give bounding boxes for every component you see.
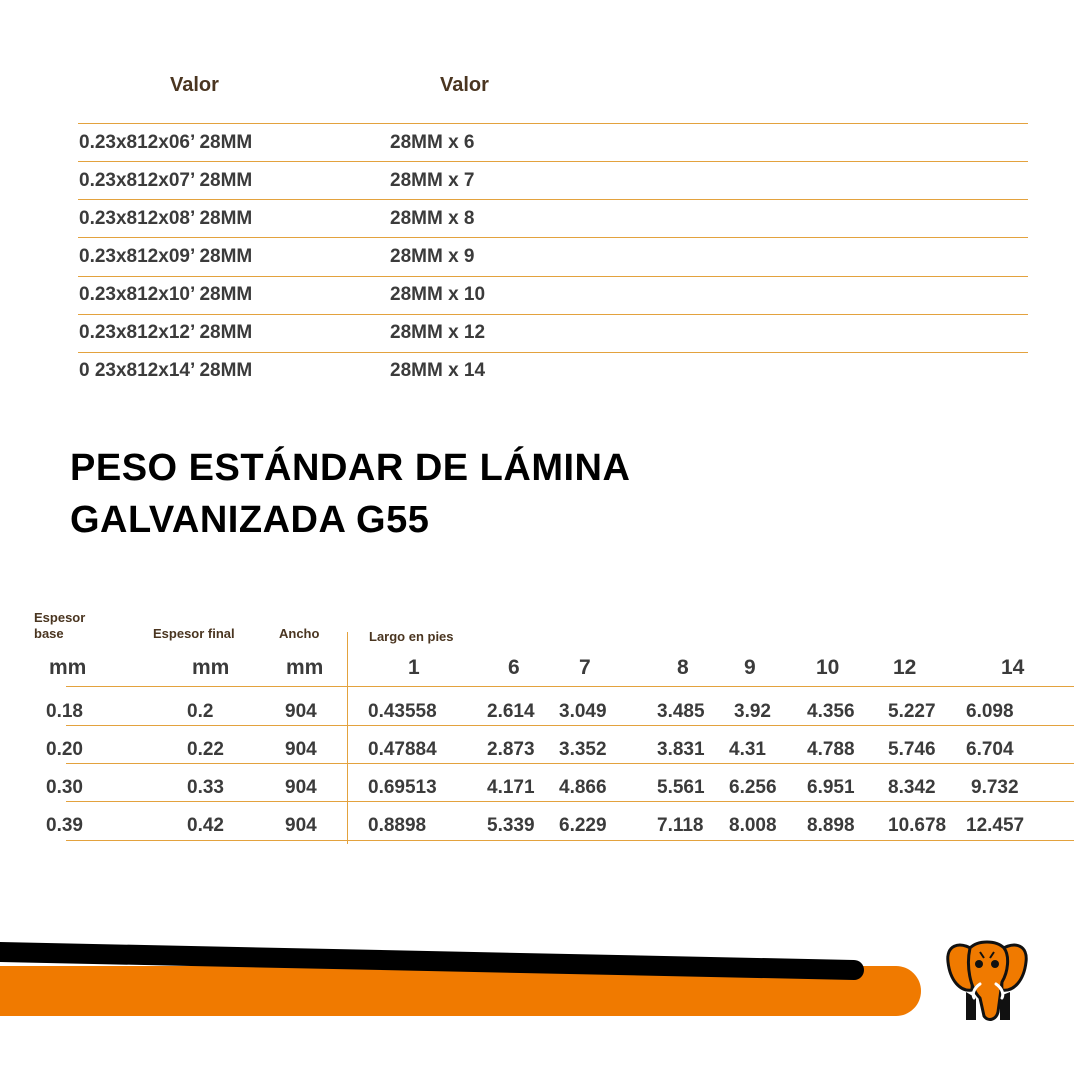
weight-cell: 8.898 xyxy=(807,815,855,836)
size-table-cell: 0.23x812x12’ 28MM xyxy=(79,322,253,343)
header-largo-en-pies: Largo en pies xyxy=(369,629,454,644)
table-divider xyxy=(66,725,1074,726)
size-table-header-valor-2: Valor xyxy=(440,74,489,96)
header-ancho: Ancho xyxy=(279,626,320,641)
weight-cell: 6.256 xyxy=(729,777,777,798)
weight-cell: 5.746 xyxy=(888,739,936,760)
header-espesor-base-line-1: Espesor xyxy=(34,610,86,625)
length-header: 7 xyxy=(579,656,591,679)
weight-cell: 12.457 xyxy=(966,815,1025,836)
weight-cell: 3.049 xyxy=(559,701,607,722)
weight-cell: 0.18 xyxy=(46,701,83,722)
size-table-cell: 28MM x 10 xyxy=(390,284,486,305)
weight-cell: 904 xyxy=(285,815,317,836)
length-header: 1 xyxy=(408,656,420,679)
weight-cell: 7.118 xyxy=(657,815,704,836)
table-divider xyxy=(66,840,1074,841)
weight-cell: 904 xyxy=(285,777,317,798)
size-table-cell: 0.23x812x06’ 28MM xyxy=(79,132,253,153)
header-espesor-base xyxy=(34,610,85,642)
table-divider xyxy=(66,763,1074,764)
weight-cell: 0.69513 xyxy=(368,777,437,798)
weight-cell: 4.31 xyxy=(729,739,766,760)
weight-cell: 2.614 xyxy=(487,701,535,722)
table-divider xyxy=(78,314,1028,315)
weight-cell: 4.866 xyxy=(559,777,607,798)
length-header: 9 xyxy=(744,656,756,679)
length-header: 6 xyxy=(508,656,520,679)
weight-cell: 5.227 xyxy=(888,701,936,722)
weight-cell: 0.30 xyxy=(46,777,83,798)
weight-cell: 10.678 xyxy=(888,815,947,836)
weight-cell: 0.8898 xyxy=(368,815,427,836)
unit-label: mm xyxy=(286,656,324,679)
weight-cell: 3.485 xyxy=(657,701,705,722)
weight-cell: 8.008 xyxy=(729,815,777,836)
weight-cell: 9.732 xyxy=(971,777,1019,798)
size-table-header-valor-1: Valor xyxy=(170,74,219,96)
size-table-cell: 28MM x 14 xyxy=(390,360,486,381)
length-header: 8 xyxy=(677,656,689,679)
weight-cell: 6.229 xyxy=(559,815,607,836)
weight-cell: 0.20 xyxy=(46,739,83,760)
table-divider xyxy=(66,686,1074,687)
length-header: 14 xyxy=(1001,656,1025,679)
table-divider xyxy=(78,237,1028,238)
size-table-cell: 0.23x812x08’ 28MM xyxy=(79,208,253,229)
unit-label: mm xyxy=(192,656,230,679)
size-table-cell: 28MM x 6 xyxy=(390,132,475,153)
weight-cell: 0.2 xyxy=(187,701,214,722)
table-divider xyxy=(78,161,1028,162)
weight-cell: 0.22 xyxy=(187,739,224,760)
size-table-cell: 0 23x812x14’ 28MM xyxy=(79,360,253,381)
weight-cell: 3.352 xyxy=(559,739,607,760)
weight-cell: 5.339 xyxy=(487,815,535,836)
weight-cell: 6.098 xyxy=(966,701,1014,722)
weight-cell: 0.39 xyxy=(46,815,83,836)
weight-cell: 904 xyxy=(285,739,317,760)
page-title-line-2: GALVANIZADA G55 xyxy=(70,499,430,541)
decorative-stripes xyxy=(0,940,930,1020)
length-header: 12 xyxy=(893,656,917,679)
size-table-cell: 28MM x 7 xyxy=(390,170,475,191)
weight-cell: 5.561 xyxy=(657,777,705,798)
weight-cell: 0.47884 xyxy=(368,739,437,760)
weight-cell: 0.42 xyxy=(187,815,224,836)
size-table-cell: 0.23x812x09’ 28MM xyxy=(79,246,253,267)
page-title xyxy=(70,442,630,546)
table-divider xyxy=(78,199,1028,200)
table-divider xyxy=(78,352,1028,353)
size-table-cell: 28MM x 9 xyxy=(390,246,475,267)
elephant-logo-icon xyxy=(944,936,1030,1024)
weight-cell: 4.788 xyxy=(807,739,855,760)
weight-cell: 2.873 xyxy=(487,739,535,760)
weight-cell: 6.704 xyxy=(966,739,1014,760)
size-table-cell: 0.23x812x07’ 28MM xyxy=(79,170,253,191)
weight-cell: 3.831 xyxy=(657,739,705,760)
weight-cell: 0.43558 xyxy=(368,701,437,722)
weight-cell: 0.33 xyxy=(187,777,224,798)
size-table-cell: 28MM x 12 xyxy=(390,322,486,343)
unit-label: mm xyxy=(49,656,87,679)
table-divider xyxy=(78,276,1028,277)
table-divider xyxy=(78,123,1028,124)
table-divider xyxy=(66,801,1074,802)
weight-cell: 8.342 xyxy=(888,777,936,798)
page-title-line-1: PESO ESTÁNDAR DE LÁMINA xyxy=(70,447,631,489)
size-table-cell: 0.23x812x10’ 28MM xyxy=(79,284,253,305)
weight-cell: 4.171 xyxy=(487,777,535,798)
length-header: 10 xyxy=(816,656,840,679)
weight-cell: 3.92 xyxy=(734,701,771,722)
weight-cell: 6.951 xyxy=(807,777,855,798)
size-table-cell: 28MM x 8 xyxy=(390,208,475,229)
weight-cell: 904 xyxy=(285,701,317,722)
header-espesor-base-line-2: base xyxy=(34,626,64,641)
weight-cell: 4.356 xyxy=(807,701,855,722)
header-espesor-final: Espesor final xyxy=(153,626,235,641)
column-divider xyxy=(347,632,348,844)
